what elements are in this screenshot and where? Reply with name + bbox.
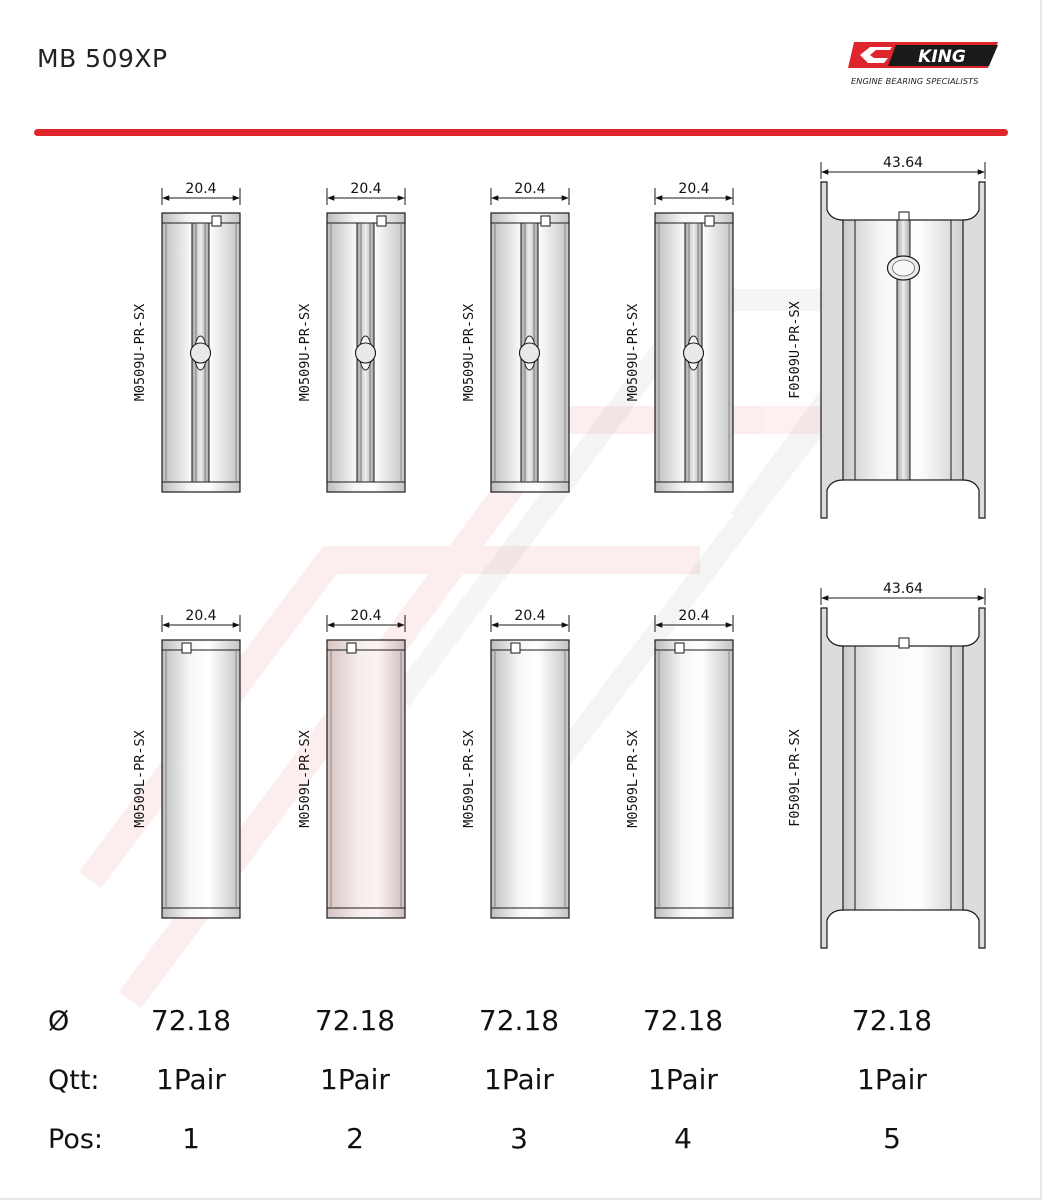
quantity-value: 1Pair [648,1063,718,1096]
oil-hole-inner [893,260,915,276]
quantity-value: 1Pair [320,1063,390,1096]
thrust-flange-left [821,182,843,518]
position-value: 1 [182,1122,200,1155]
page-title: MB 509XP [37,44,168,73]
shell-body [162,640,240,918]
part-number-label: M0509L-PR-SX [461,730,477,828]
position-value: 4 [674,1122,692,1155]
quantity-value: 1Pair [156,1063,226,1096]
part-number-label: M0509U-PR-SX [625,303,641,402]
locating-tab [899,638,909,648]
width-dimension-label: 20.4 [678,608,710,624]
locating-tab [377,216,386,226]
shell-body [655,640,733,918]
thrust-flange-right [963,182,985,518]
lower-main-shell [162,640,240,918]
diameter-value: 72.18 [851,1004,933,1037]
thrust-flange-left [821,608,843,948]
locating-tab [675,643,684,653]
oil-hole [356,343,376,363]
position-value: 2 [346,1122,364,1155]
lower-main-shell [327,640,405,918]
upper-main-shell [162,213,240,492]
shell-body [491,640,569,918]
diameter-value: 72.18 [314,1004,396,1037]
shell-body [327,640,405,918]
diameter-label: Ø [48,1006,70,1037]
width-dimension-label: 20.4 [185,608,217,624]
oil-hole [191,343,211,363]
lower-thrust-shell [821,608,985,948]
part-number-label: M0509L-PR-SX [625,730,641,828]
locating-tab [705,216,714,226]
width-dimension-label: 20.4 [350,181,382,197]
position-value: 3 [510,1122,528,1155]
position-value: 5 [883,1122,901,1155]
svg-text:KING: KING [918,47,966,67]
part-number-label: M0509U-PR-SX [297,303,313,402]
diameter-value: 72.18 [642,1004,724,1037]
width-dimension-label: 20.4 [678,181,710,197]
locating-tab [511,643,520,653]
quantity-value: 1Pair [484,1063,554,1096]
locating-tab [212,216,221,226]
thrust-flange-right [963,608,985,948]
lower-main-shell [491,640,569,918]
width-dimension-label: 20.4 [350,608,382,624]
part-number-label: M0509L-PR-SX [297,730,313,828]
quantity-label: Qtt: [48,1065,100,1096]
diameter-value: 72.18 [150,1004,232,1037]
width-dimension-label: 20.4 [514,181,546,197]
oil-hole [684,343,704,363]
locating-tab [347,643,356,653]
upper-main-shell [655,213,733,492]
width-dimension-label: 43.64 [882,155,924,171]
part-number-label: M0509U-PR-SX [132,303,148,402]
part-number-label: F0509L-PR-SX [787,729,803,827]
shell-body [831,646,975,910]
lower-main-shell [655,640,733,918]
width-dimension-label: 20.4 [514,608,546,624]
upper-thrust-shell [821,182,985,518]
upper-main-shell [327,213,405,492]
locating-tab [182,643,191,653]
upper-main-shell [491,213,569,492]
oil-hole [520,343,540,363]
width-dimension-label: 43.64 [882,581,924,597]
part-number-label: M0509L-PR-SX [132,730,148,828]
part-number-label: F0509U-PR-SX [787,301,803,399]
position-label: Pos: [48,1124,104,1155]
width-dimension-label: 20.4 [185,181,217,197]
brand-tagline: ENGINE BEARING SPECIALISTS [851,76,979,86]
part-number-label: M0509U-PR-SX [461,303,477,402]
diameter-value: 72.18 [478,1004,560,1037]
locating-tab [541,216,550,226]
quantity-value: 1Pair [857,1063,927,1096]
